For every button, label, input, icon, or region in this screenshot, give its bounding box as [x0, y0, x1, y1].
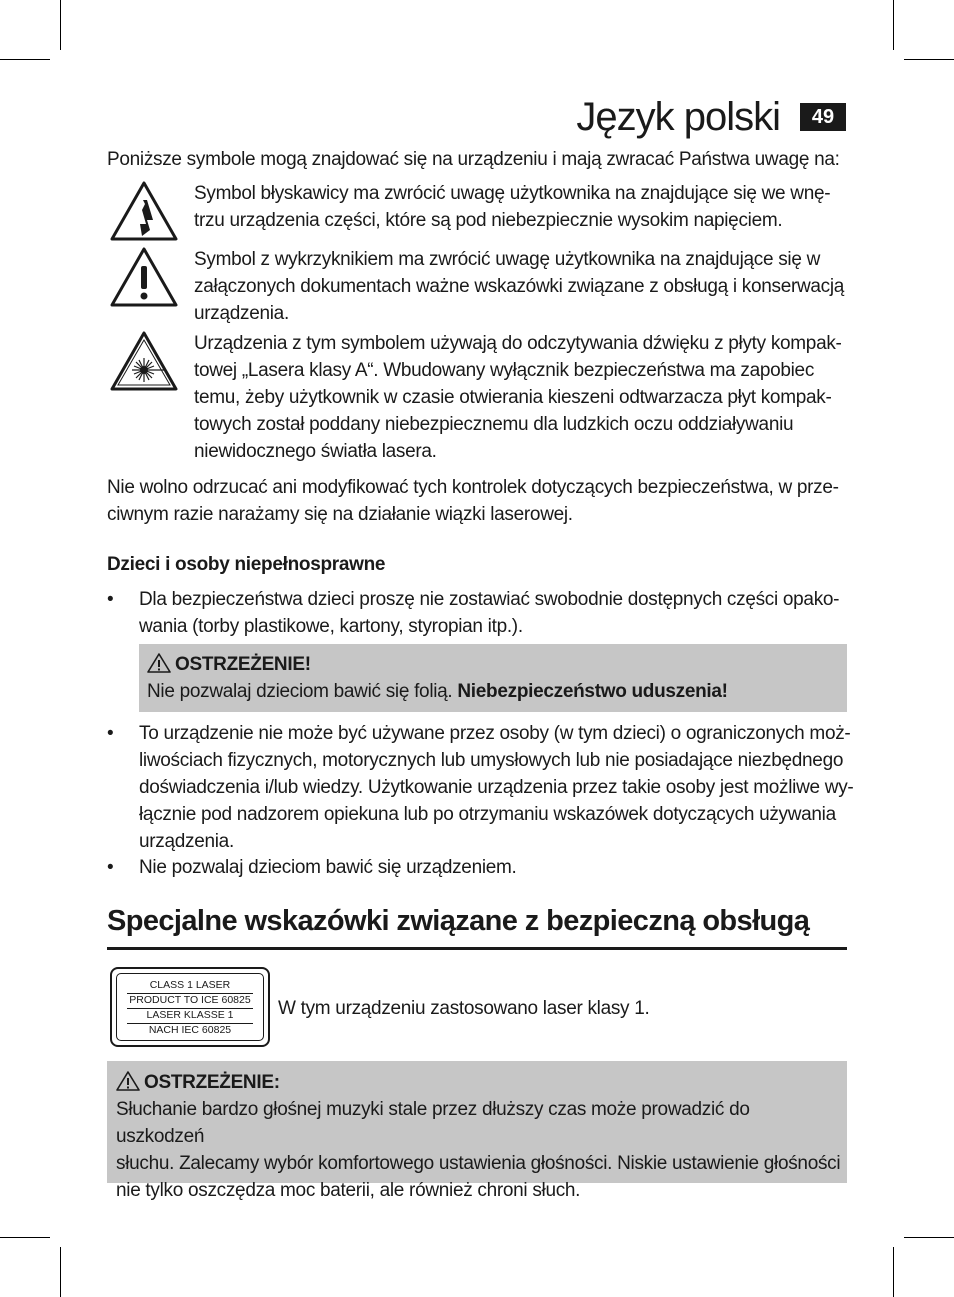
warning-box [107, 1061, 847, 1201]
crop-mark [893, 1247, 894, 1297]
symbol-description-lightning [194, 180, 846, 234]
warning-triangle-icon [147, 653, 171, 673]
crop-mark [0, 59, 50, 60]
laser-label-line: LASER KLASSE 1 [146, 1009, 234, 1021]
text-line: Symbol błyskawicy ma zwrócić uwagę użytkownika na znajdujące się we wnę- [194, 183, 831, 204]
section-divider [107, 947, 847, 950]
symbol-description-exclamation [194, 246, 846, 327]
text-line: liwościach fizycznych, motorycznych lub umysłowych lub nie posiadające niezbędnego [139, 750, 844, 771]
laser-label-frame [116, 973, 264, 1041]
intro-paragraph: Poniższe symbole mogą znajdować się na urządzeniu i mają zwracać Państwa uwagę na: [107, 149, 840, 170]
text-line: załączonych dokumentach ważne wskazówki związane z obsługą i konserwacją [194, 276, 845, 297]
laser-label-line: CLASS 1 LASER [149, 979, 231, 991]
text-line: Urządzenia z tym symbolem używają do odczytywania dźwięku z płyty kompak- [194, 333, 842, 354]
text-line: urządzenia. [139, 831, 234, 852]
warning-heading [116, 1069, 841, 1096]
section-title: Specjalne wskazówki związane z bezpieczną obsługą [107, 905, 810, 937]
bullet-marker: • [107, 723, 114, 744]
text-line: niewidocznego światła lasera. [194, 441, 437, 462]
list-item-text: Nie pozwalaj dzieciom bawić się urządzeniem. [139, 857, 517, 878]
laser-label-line: PRODUCT TO ICE 60825 [129, 994, 251, 1006]
laser-warning-icon [109, 330, 179, 392]
warning-triangle-icon [116, 1071, 140, 1091]
crop-mark [904, 59, 954, 60]
warning-box [139, 644, 847, 712]
warning-title: OSTRZEŻENIE! [175, 654, 311, 675]
exclamation-warning-icon [109, 246, 179, 308]
text-line: urządzenia. [194, 303, 289, 324]
crop-mark [893, 0, 894, 50]
laser-class-text: W tym urządzeniu zastosowano laser klasy 1. [278, 998, 650, 1019]
section-subheading: Dzieci i osoby niepełnosprawne [107, 554, 386, 575]
bullet-marker: • [107, 589, 114, 610]
warning-title: OSTRZEŻENIE: [144, 1072, 280, 1093]
text-line: towych został poddany niebezpiecznemu dla ludzkich oczu oddziaływaniu [194, 414, 794, 435]
laser-label-line: NACH IEC 60825 [148, 1024, 232, 1036]
text-line: temu, żeby użytkownik w czasie otwierania kieszeni odtwarzacza płyt kompak- [194, 387, 832, 408]
list-item-text [139, 586, 849, 640]
lightning-warning-icon [109, 180, 179, 242]
warning-body: Nie pozwalaj dzieciom bawić się folią. [147, 681, 453, 702]
text-line: Nie wolno odrzucać ani modyfikować tych kontrolek dotyczących bezpieczeństwa, w prze- [107, 477, 839, 498]
list-item-text [139, 720, 854, 855]
caution-paragraph [107, 474, 852, 528]
text-line: słuchu. Zalecamy wybór komfortowego ustawienia głośności. Niskie ustawienie głośności [116, 1153, 841, 1174]
text-line: łącznie pod nadzorem opiekuna lub po otrzymaniu wskazówek dotyczących używania [139, 804, 836, 825]
page-number-badge: 49 [800, 103, 846, 131]
text-line: wania (torby plastikowe, kartony, styropian itp.). [139, 616, 523, 637]
text-line: doświadczenia i/lub wiedzy. Użytkowanie urządzenia przez takie osoby jest możliwe wy- [139, 777, 854, 798]
laser-class-label [110, 967, 270, 1047]
text-line: trzu urządzenia części, które są pod niebezpiecznie wysokim napięciem. [194, 210, 783, 231]
warning-text [147, 678, 837, 705]
text-line: Dla bezpieczeństwa dzieci proszę nie zostawiać swobodnie dostępnych części opako- [139, 589, 840, 610]
bullet-marker: • [107, 857, 114, 878]
warning-heading [147, 651, 837, 678]
warning-emphasis: Niebezpieczeństwo uduszenia! [457, 681, 728, 702]
text-line: Słuchanie bardzo głośnej muzyki stale przez dłuższy czas może prowadzić do uszkodzeń [116, 1099, 750, 1147]
crop-mark [60, 0, 61, 50]
text-line: Symbol z wykrzyknikiem ma zwrócić uwagę użytkownika na znajdujące się w [194, 249, 820, 270]
page-title: Język polski [576, 95, 780, 139]
text-line: To urządzenie nie może być używane przez osoby (w tym dzieci) o ograniczonych moż- [139, 723, 851, 744]
crop-mark [0, 1237, 50, 1238]
text-line: towej „Lasera klasy A“. Wbudowany wyłącznik bezpieczeństwa ma zapobiec [194, 360, 815, 381]
text-line: nie tylko oszczędza moc baterii, ale również chroni słuch. [116, 1180, 581, 1201]
crop-mark [60, 1247, 61, 1297]
text-line: ciwnym razie narażamy się na działanie wiązki laserowej. [107, 504, 573, 525]
crop-mark [904, 1237, 954, 1238]
symbol-description-laser [194, 330, 846, 465]
